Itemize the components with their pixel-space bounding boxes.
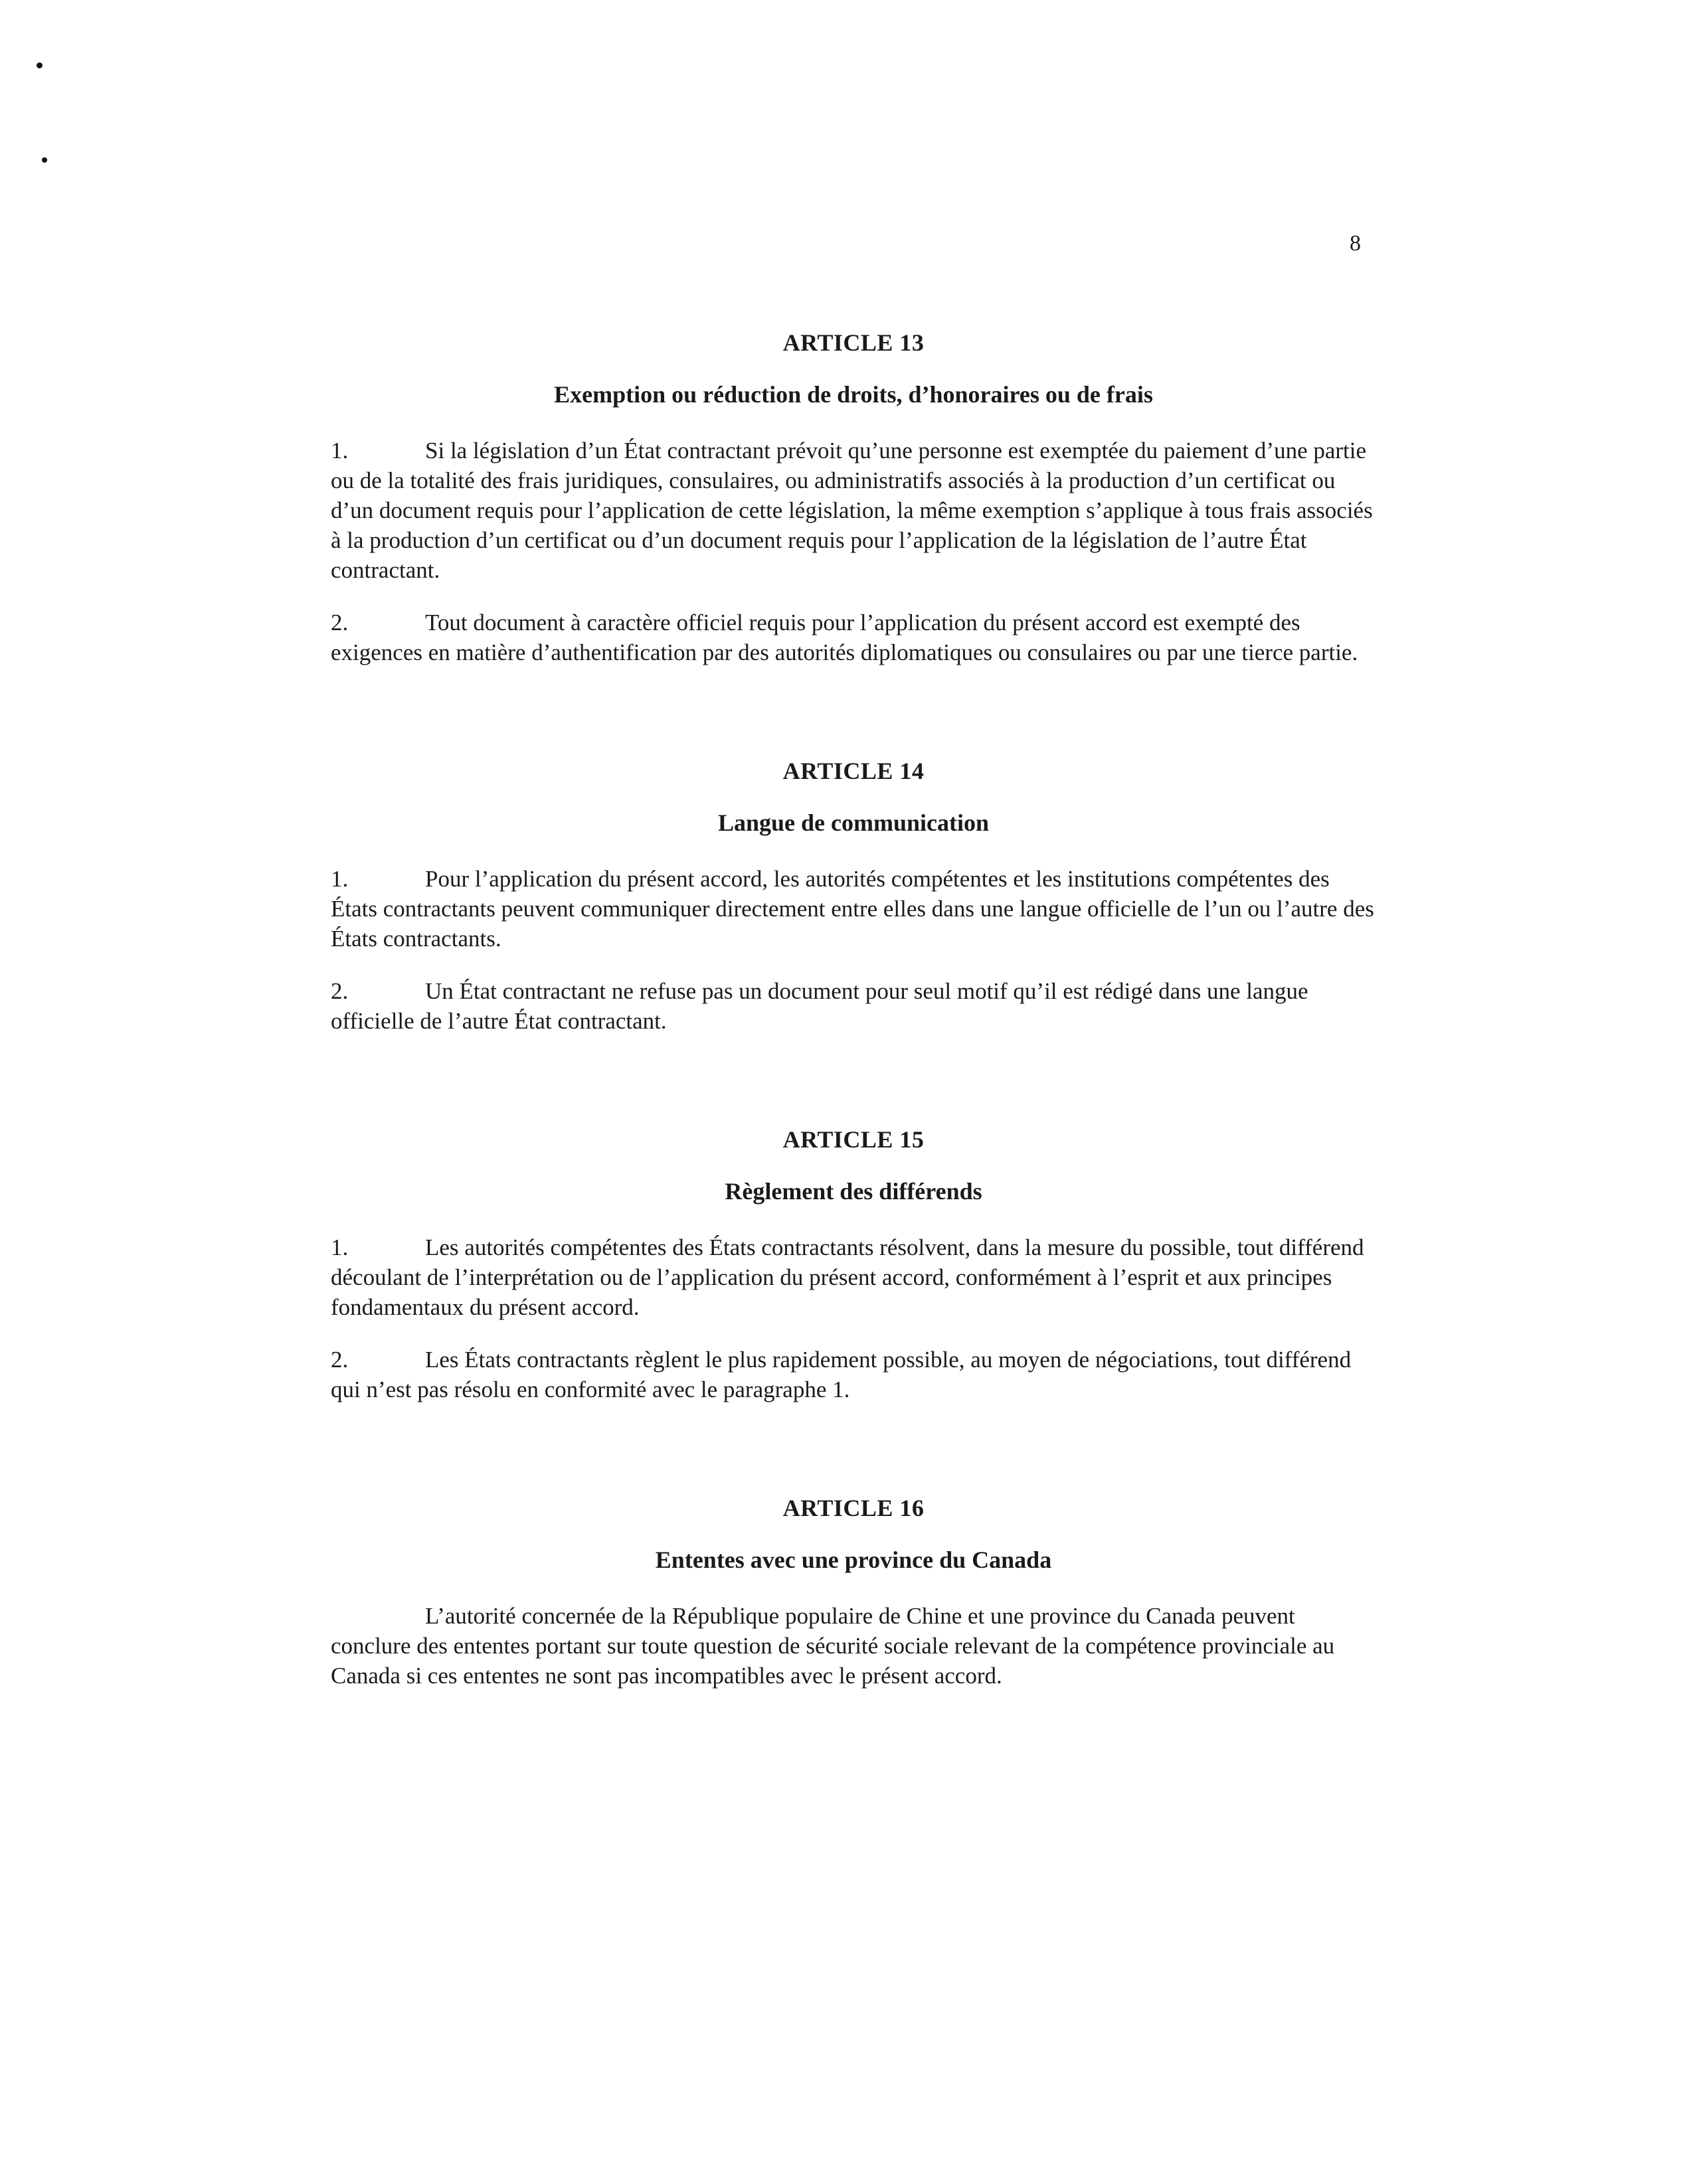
paragraph-text: Pour l’application du présent accord, les autorités compétentes et les institutions compétentes des États contractants peuvent communiquer directement entre elles dans une langue officielle de l’un ou l’autre des États contractants. (331, 866, 1374, 952)
paragraph-text: Les autorités compétentes des États contractants résolvent, dans la mesure du possible, tout différend découlant de l’interprétation ou de l’application du présent accord, conformément à l’esprit et aux principes fondamentaux du présent accord. (331, 1234, 1364, 1320)
article-paragraph (331, 976, 1376, 1036)
article-title: ARTICLE 16 (782, 1495, 925, 1521)
article-paragraph: L’autorité concernée de la République populaire de Chine et une province du Canada peuvent conclure des ententes portant sur toute question de sécurité sociale relevant de la compétence provinciale au Canada si ces ententes ne sont pas incompatibles avec le présent accord. (331, 1603, 1335, 1689)
article-subtitle: Langue de communication (717, 809, 990, 836)
paragraph-number: 2. (331, 1347, 349, 1373)
scan-mark-dot (37, 62, 43, 68)
article-16 (331, 1493, 1376, 1691)
article-13 (331, 328, 1376, 667)
article-title: ARTICLE 15 (782, 1126, 925, 1153)
document-body (331, 328, 1376, 1780)
paragraph-number: 2. (331, 610, 349, 635)
article-14 (331, 756, 1376, 1036)
article-paragraph (331, 608, 1376, 667)
article-paragraph (331, 864, 1376, 954)
paragraph-text: Tout document à caractère officiel requis pour l’application du présent accord est exempté des exigences en matière d’authentification par des autorités diplomatiques ou consulaires ou par une tierce partie. (331, 610, 1358, 665)
article-title: ARTICLE 13 (782, 329, 925, 356)
article-subtitle: Règlement des différends (725, 1178, 982, 1205)
article-title: ARTICLE 14 (782, 758, 925, 784)
paragraph-text: Les États contractants règlent le plus rapidement possible, au moyen de négociations, tout différend qui n’est pas résolu en conformité avec le paragraphe 1. (331, 1347, 1352, 1402)
paragraph-text: Un État contractant ne refuse pas un document pour seul motif qu’il est rédigé dans une langue officielle de l’autre État contractant. (331, 978, 1308, 1034)
scan-mark-dot (42, 157, 47, 163)
paragraph-number: 1. (331, 1234, 349, 1260)
article-15 (331, 1125, 1376, 1404)
article-paragraph (331, 436, 1376, 585)
paragraph-number: 2. (331, 978, 349, 1004)
article-subtitle: Ententes avec une province du Canada (655, 1547, 1052, 1573)
article-paragraph (331, 1345, 1376, 1404)
article-paragraph (331, 1232, 1376, 1322)
page-number: 8 (1350, 231, 1361, 256)
paragraph-number: 1. (331, 438, 349, 463)
paragraph-text: Si la législation d’un État contractant prévoit qu’une personne est exemptée du paiement d’une partie ou de la totalité des frais juridiques, consulaires, ou administratifs associés à la production d’un certificat ou d’un document requis pour l’application de cette législation, la même exemption s’applique à tous frais associés à la production d’un certificat ou d’un document requis pour l’application de la législation de l’autre État contractant. (331, 438, 1373, 583)
paragraph-number: 1. (331, 866, 349, 892)
article-subtitle: Exemption ou réduction de droits, d’honoraires ou de frais (554, 381, 1153, 408)
